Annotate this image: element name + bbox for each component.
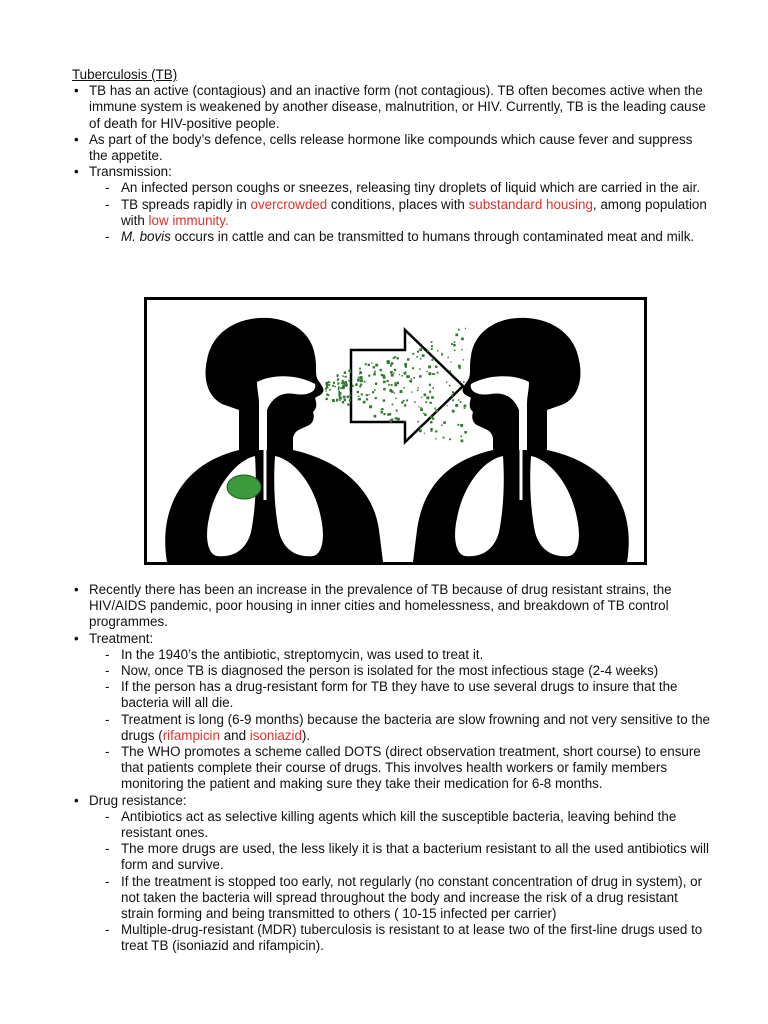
droplet: [458, 365, 461, 368]
droplet: [372, 391, 374, 393]
droplet: [452, 399, 454, 401]
droplet: [360, 379, 363, 382]
droplet: [455, 334, 458, 337]
droplet: [451, 394, 453, 396]
droplet: [464, 408, 466, 410]
droplet: [344, 399, 346, 401]
droplet: [350, 372, 352, 374]
droplet: [417, 351, 419, 353]
droplet: [375, 383, 377, 385]
droplet: [405, 421, 406, 422]
droplet: [418, 387, 419, 388]
droplet: [342, 380, 344, 382]
droplet: [375, 364, 378, 367]
droplet: [430, 416, 432, 418]
droplet: [449, 385, 451, 387]
droplet: [460, 401, 462, 403]
droplet: [409, 380, 412, 383]
droplet: [394, 392, 395, 393]
treatment-item-dots: - The WHO promotes a scheme called DOTS (direct observation treatment, short course) to ensure that patients complete their course of drugs. This involves health workers or family members monitoring the patient and making sure they take their medication for 6-8 months.: [89, 744, 712, 793]
droplet: [339, 397, 342, 400]
droplet: [364, 381, 366, 383]
droplet: [446, 382, 447, 383]
droplet: [461, 338, 464, 341]
droplet: [349, 399, 351, 401]
droplet: [419, 375, 422, 378]
droplet: [404, 404, 406, 406]
droplet: [350, 395, 352, 397]
bullet-treatment: [72, 631, 712, 793]
droplet: [342, 382, 344, 384]
droplet: [365, 363, 367, 365]
droplet: [352, 385, 354, 387]
top-section: [72, 67, 712, 245]
text-run: Treatment is long (6-9 months) because the bacteria are slow frowning and not very sensitive to the drugs (: [121, 711, 710, 743]
droplet: [342, 375, 344, 377]
droplet: [360, 376, 363, 379]
droplet: [337, 376, 339, 378]
droplet: [443, 421, 446, 424]
bullet-recent-increase: • Recently there has been an increase in the prevalence of TB because of drug resistant strains, the HIV/AIDS pandemic, poor housing in inner cities and homelessness, and breakdown of TB control programmes.: [72, 582, 712, 631]
droplet: [342, 384, 345, 387]
droplet: [360, 384, 362, 386]
droplet: [427, 371, 428, 372]
text-run: occurs in cattle and can be transmitted to humans through contaminated meat and milk.: [170, 229, 695, 245]
droplet: [463, 359, 464, 360]
treatment-list: [89, 647, 712, 793]
droplet: [435, 430, 437, 432]
bullet-transmission: [72, 164, 712, 245]
droplet: [390, 413, 391, 414]
droplet: [397, 357, 399, 359]
resistance-item-stopped-early: - If the treatment is stopped too early, not regularly (no constant concentration of drug in system), or not taken the bacteria will spread throughout the body and increase the risk of a drug resistant strain forming and being transmitted to others ( 10-15 infected per carrier): [89, 874, 712, 923]
droplet: [358, 377, 360, 379]
droplet: [400, 390, 403, 393]
text-run: and: [219, 727, 250, 743]
droplet: [383, 381, 386, 384]
droplet: [366, 394, 368, 396]
droplet: [391, 384, 393, 386]
species-name: M. bovis: [121, 229, 171, 245]
droplet: [424, 394, 427, 397]
droplet: [414, 401, 416, 403]
droplet: [420, 427, 422, 429]
droplet: [381, 411, 384, 414]
droplet: [434, 408, 436, 410]
bullet-body-defence: • As part of the body’s defence, cells release hormone like compounds which cause fever and suppress the appetite.: [72, 132, 712, 164]
bottom-bullet-list: [72, 582, 712, 955]
droplet: [463, 381, 465, 383]
droplet: [392, 404, 394, 406]
droplet: [404, 363, 407, 366]
droplet: [460, 424, 463, 427]
droplet: [374, 389, 376, 391]
droplet: [338, 392, 341, 395]
droplet: [420, 408, 423, 411]
droplet: [395, 398, 397, 400]
droplet: [329, 382, 331, 384]
droplet: [371, 362, 372, 363]
droplet: [430, 421, 433, 424]
droplet: [361, 394, 363, 396]
treatment-item-several-drugs: - If the person has a drug-resistant form for TB they have to use several drugs to insure that the bacteria will all die.: [89, 679, 712, 711]
droplet: [381, 374, 383, 376]
droplet: [431, 341, 433, 343]
droplet: [357, 379, 359, 381]
droplet: [419, 368, 421, 370]
resistance-heading: Drug resistance:: [89, 792, 187, 808]
droplet: [457, 424, 459, 426]
droplet: [449, 371, 451, 373]
droplet: [390, 365, 392, 367]
droplet: [461, 436, 463, 438]
droplet: [348, 380, 350, 382]
illustration-svg: [147, 300, 644, 562]
droplet: [396, 410, 398, 412]
droplet: [454, 341, 456, 343]
droplet: [339, 395, 341, 397]
droplet: [326, 382, 329, 385]
droplet: [452, 392, 454, 394]
droplet: [380, 369, 382, 371]
droplet: [383, 399, 385, 401]
droplet: [432, 417, 434, 419]
droplet: [333, 382, 335, 384]
droplet: [340, 387, 342, 389]
droplet: [435, 410, 438, 413]
droplet: [332, 385, 334, 387]
droplet: [431, 359, 433, 361]
highlight-isoniazid: isoniazid: [249, 727, 302, 743]
droplet: [441, 425, 443, 427]
droplet: [366, 398, 368, 400]
droplet: [403, 400, 405, 402]
droplet: [426, 396, 429, 399]
droplet: [326, 398, 328, 400]
droplet: [416, 356, 418, 358]
droplet: [328, 384, 330, 386]
droplet: [360, 372, 362, 374]
droplet: [441, 354, 443, 356]
treatment-item-1940s: - In the 1940’s the antibiotic, streptomycin, was used to treat it.: [89, 647, 712, 663]
droplet: [388, 384, 390, 386]
resistance-item-more-drugs: - The more drugs are used, the less likely it is that a bacterium resistant to all the used antibiotics will form and survive.: [89, 841, 712, 873]
droplet: [429, 391, 431, 393]
droplet: [358, 396, 360, 398]
droplet: [368, 364, 370, 366]
droplet: [412, 353, 414, 355]
droplet: [373, 373, 376, 376]
droplet: [427, 350, 429, 352]
droplet: [329, 389, 331, 391]
droplet: [458, 399, 460, 401]
droplet: [338, 384, 339, 385]
droplet: [391, 391, 393, 393]
text-run: ).: [301, 727, 311, 743]
droplet: [435, 438, 436, 439]
text-run: TB spreads rapidly in: [121, 196, 251, 212]
document-title: Tuberculosis (TB): [72, 67, 178, 82]
droplet: [437, 350, 438, 351]
droplet: [447, 405, 448, 406]
droplet: [429, 384, 431, 386]
droplet: [432, 387, 434, 389]
top-bullet-list: [72, 83, 712, 245]
droplet: [391, 362, 394, 365]
droplet: [432, 373, 434, 375]
droplet: [461, 440, 464, 443]
droplet: [465, 328, 466, 329]
droplet: [359, 398, 361, 400]
transmission-item-spread: [89, 197, 712, 229]
droplet: [464, 431, 467, 434]
droplet: [424, 414, 427, 417]
resistance-list: [89, 809, 712, 955]
droplet: [326, 390, 327, 391]
droplet: [359, 368, 361, 370]
healthy-person-figure: [413, 318, 629, 562]
droplet: [419, 348, 422, 351]
droplet: [459, 390, 460, 391]
droplet: [337, 380, 338, 381]
droplet: [412, 367, 414, 369]
droplet: [405, 366, 407, 368]
droplet: [347, 396, 350, 399]
droplet: [417, 390, 419, 392]
droplet: [419, 429, 422, 432]
droplet: [363, 401, 366, 404]
bullet-drug-resistance: [72, 793, 712, 955]
transmission-list: [89, 180, 712, 245]
treatment-heading: Treatment:: [89, 630, 154, 646]
droplet: [406, 375, 409, 378]
droplet: [391, 374, 394, 377]
droplet: [383, 413, 385, 415]
droplet: [431, 345, 433, 347]
droplet: [460, 381, 462, 383]
droplet: [357, 391, 359, 393]
droplet: [406, 399, 408, 401]
text-run: conditions, places with: [327, 196, 469, 212]
droplet: [387, 413, 390, 416]
transmission-heading: Transmission:: [89, 164, 172, 180]
droplet: [339, 399, 341, 401]
droplet: [443, 437, 445, 439]
droplet: [394, 369, 396, 371]
highlight-low-immunity: low immunity: [148, 212, 225, 228]
text-run: .: [224, 212, 229, 228]
droplet: [453, 344, 456, 347]
droplet: [382, 408, 384, 410]
droplet: [373, 366, 375, 368]
droplet: [428, 372, 431, 375]
droplet: [461, 349, 462, 350]
droplet: [420, 407, 421, 408]
droplet: [390, 371, 393, 374]
droplet: [347, 403, 349, 405]
transmission-arrow: [351, 330, 463, 442]
droplet: [374, 415, 377, 418]
droplet: [395, 382, 397, 384]
droplet: [422, 354, 425, 357]
droplet: [404, 387, 406, 389]
droplet: [437, 372, 439, 374]
droplet: [336, 400, 338, 402]
droplet: [401, 402, 403, 404]
droplet: [454, 350, 456, 352]
droplet: [420, 358, 422, 360]
droplet: [405, 372, 407, 374]
droplet: [418, 406, 419, 407]
droplet: [368, 375, 370, 377]
droplet: [356, 383, 357, 384]
droplet: [413, 377, 415, 379]
droplet: [417, 421, 419, 423]
droplet: [430, 402, 432, 404]
droplet: [393, 358, 394, 359]
resistance-item-mdr: - Multiple-drug-resistant (MDR) tuberculosis is resistant to at lease two of the first-line drugs used to treat TB (isoniazid and rifampicin).: [89, 922, 712, 954]
transmission-item-bovis: [89, 229, 712, 245]
highlight-substandard-housing: substandard housing: [468, 196, 593, 212]
infection-spot: [227, 475, 261, 499]
droplet: [342, 401, 344, 403]
droplet: [345, 376, 347, 378]
droplet: [344, 372, 347, 375]
highlight-rifampicin: rifampicin: [162, 727, 220, 743]
droplet: [345, 381, 347, 383]
transmission-illustration: [144, 297, 647, 565]
droplet: [447, 357, 449, 359]
droplet: [428, 365, 431, 368]
bullet-active-inactive: • TB has an active (contagious) and an inactive form (not contagious). TB often becomes active when the immune system is weakened by another disease, malnutrition, or HIV. Currently, TB is the leading cause of death for HIV-positive people.: [72, 83, 712, 132]
droplet: [451, 343, 453, 345]
treatment-item-duration: [89, 712, 712, 744]
droplet: [349, 388, 351, 390]
droplet: [369, 405, 372, 408]
droplet: [383, 388, 386, 391]
droplet: [393, 372, 394, 373]
droplet: [391, 419, 394, 422]
droplet: [395, 417, 397, 419]
droplet: [387, 360, 390, 363]
droplet: [397, 418, 400, 421]
droplet: [431, 396, 434, 399]
droplet: [421, 397, 422, 398]
droplet: [335, 386, 336, 387]
droplet: [375, 397, 377, 399]
droplet: [368, 394, 369, 395]
bottom-section: [72, 582, 712, 955]
droplet: [327, 394, 328, 395]
droplet: [458, 329, 460, 331]
resistance-item-selective: - Antibiotics act as selective killing agents which kill the susceptible bacteria, leaving behind the resistant ones.: [89, 809, 712, 841]
droplet: [343, 396, 346, 399]
droplet: [430, 428, 433, 431]
droplet: [455, 404, 458, 407]
highlight-overcrowded: overcrowded: [250, 196, 328, 212]
droplet: [424, 433, 425, 434]
droplet: [396, 382, 399, 385]
droplet: [387, 380, 389, 382]
droplet: [332, 399, 335, 402]
text-run: , among population with: [121, 196, 707, 228]
droplet: [464, 405, 467, 408]
transmission-item-cough: - An infected person coughs or sneezes, releasing tiny droplets of liquid which are carried in the air.: [89, 180, 712, 196]
droplet: [383, 376, 386, 379]
droplet: [425, 401, 427, 403]
droplet: [431, 348, 433, 350]
droplet: [435, 366, 437, 368]
droplet: [359, 385, 361, 387]
droplet: [399, 374, 400, 375]
droplet: [407, 358, 410, 361]
droplet: [411, 391, 412, 392]
droplet: [402, 375, 404, 377]
droplet: [326, 386, 328, 388]
droplet: [410, 378, 411, 379]
droplet: [451, 361, 452, 362]
treatment-item-isolation: - Now, once TB is diagnosed the person is isolated for the most infectious stage (2-4 weeks): [89, 663, 712, 679]
droplet: [338, 388, 339, 389]
droplet: [452, 410, 455, 413]
droplet: [374, 371, 376, 373]
droplet: [449, 438, 451, 440]
